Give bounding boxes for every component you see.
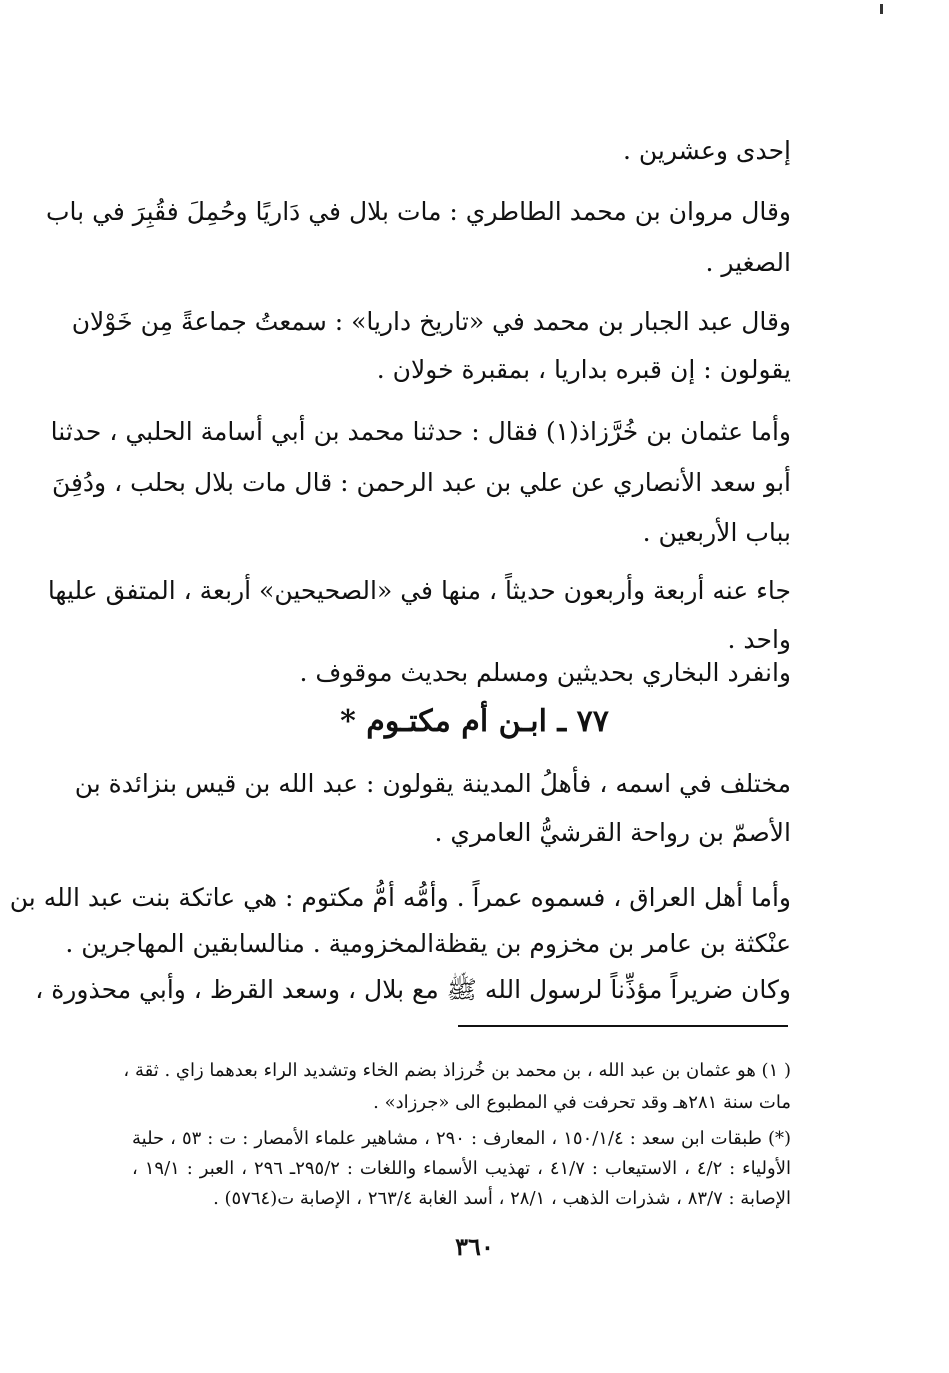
footnote-2-line-3: الإصابة : ٨٣/٧ ، شذرات الذهب ، ٢٨/١ ، أسد الغابة ٢٦٣/٤ ، الإصابة ت(٥٧٦٤) . bbox=[213, 1188, 791, 1209]
body-line-9: جاء عنه أربعة وأربعون حديثاً ، منها في «الصحيحين» أربعة ، المتفق عليها bbox=[47, 576, 791, 605]
footnote-2-line-1: (*) طبقات ابن سعد : ١٥٠/١/٤ ، المعارف : ٢٩٠ ، مشاهير علماء الأمصار : ت : ٥٣ ، حلية bbox=[132, 1128, 792, 1149]
body-line-4: وقال عبد الجبار بن محمد في «تاريخ داريا» : سمعتُ جماعةً مِن خَوْلان bbox=[71, 307, 791, 336]
scan-edge-mark bbox=[880, 4, 883, 14]
body-line-5: يقولون : إن قبره بداريا ، بمقبرة خولان . bbox=[376, 355, 791, 384]
body-line-12: مختلف في اسمه ، فأهلُ المدينة يقولون : عبد الله بن قيس بنزائدة بن bbox=[74, 769, 791, 798]
body-line-13: الأصمّ بن رواحة القرشيُّ العامري . bbox=[434, 818, 791, 847]
section-heading: ٧٧ ـ ابـن أم مكتـوم * bbox=[340, 704, 609, 739]
body-line-2: وقال مروان بن محمد الطاطري : مات بلال في دَاريًا وحُمِلَ فقُبِرَ في باب bbox=[46, 197, 791, 226]
body-line-14: وأما أهل العراق ، فسموه عمراً . وأمُّه أمُّ مكتوم : هي عاتكة بنت عبد الله بن bbox=[9, 883, 791, 912]
footnote-2-line-2: الأولياء : ٤/٢ ، الاستيعاب : ٤١/٧ ، تهذيب الأسماء واللغات : ٢٩٥/٢ـ ٢٩٦ ، العبر : ١٩/١ ، bbox=[132, 1158, 792, 1179]
body-line-16: وكان ضريراً مؤذِّناً لرسول الله ﷺ مع بلال ، وسعد القرظ ، وأبي محذورة ، bbox=[35, 975, 791, 1004]
footnote-separator bbox=[458, 1025, 788, 1027]
page-number: ٣٦٠ bbox=[455, 1232, 494, 1261]
body-line-10: واحد . bbox=[727, 625, 791, 654]
footnote-1-line-2: مات سنة ٢٨١هـ وقد تحرفت في المطبوع الى «جرزاد» . bbox=[373, 1092, 791, 1113]
body-line-1: إحدى وعشرين . bbox=[622, 136, 791, 165]
body-line-7: أبو سعد الأنصاري عن علي بن عبد الرحمن : قال مات بلال بحلب ، ودُفِنَ bbox=[51, 468, 791, 497]
body-line-3: الصغير . bbox=[705, 248, 791, 277]
footnote-1-line-1: ( ١) هو عثمان بن عبد الله ، بن محمد بن خُرزاذ بضم الخاء وتشديد الراء بعدهما زاي . ثقة ، bbox=[123, 1060, 791, 1081]
body-line-15: عنْكثة بن عامر بن مخزوم بن يقظةالمخزومية . منالسابقين المهاجرين . bbox=[65, 929, 791, 958]
body-line-6: وأما عثمان بن خُرَّزاذ(١) فقال : حدثنا محمد بن أبي أسامة الحلبي ، حدثنا bbox=[50, 417, 791, 446]
body-line-8: بباب الأربعين . bbox=[642, 518, 791, 547]
body-line-11: وانفرد البخاري بحديثين ومسلم بحديث موقوف . bbox=[299, 658, 791, 687]
